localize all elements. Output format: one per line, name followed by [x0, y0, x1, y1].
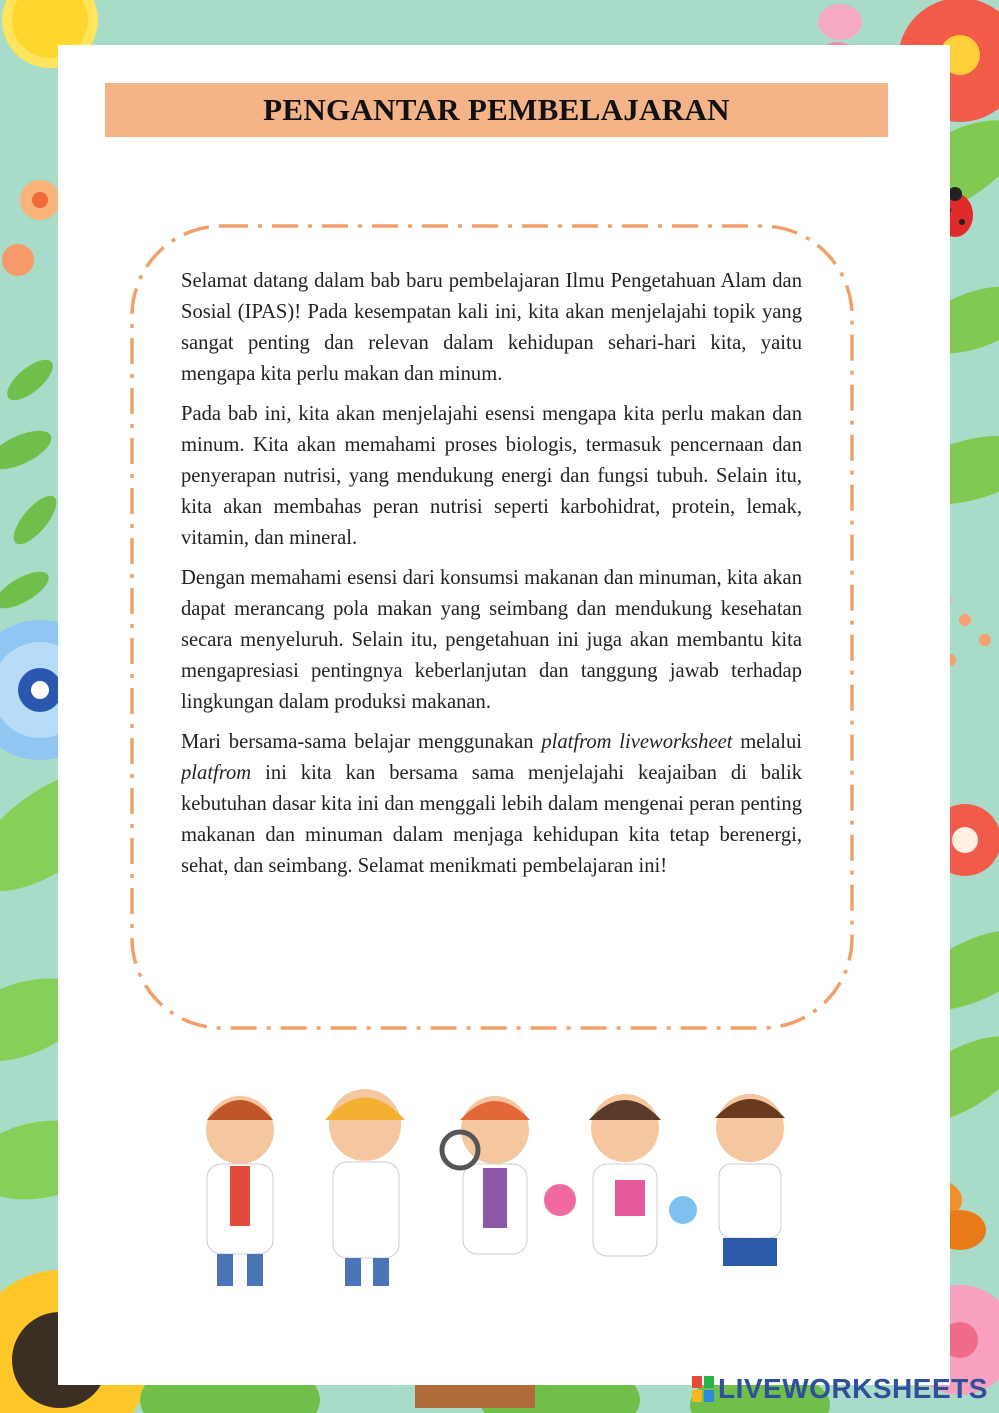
kid-scientist-icon: [544, 1094, 661, 1256]
kid-scientist-icon: [442, 1096, 530, 1254]
liveworksheets-watermark: [692, 1374, 988, 1404]
kid-scientist-icon: [206, 1096, 274, 1286]
intro-paragraph-4-part-1: Mari bersama-sama belajar menggunakan: [181, 731, 542, 753]
intro-paragraph-2: Pada bab ini, kita akan menjelajahi esensi mengapa kita perlu makan dan minum. Kita akan memahami proses biologis, termasuk pencernaan dan penyerapan nutrisi, yang mendukung energi dan fungsi tubuh. Selain itu, kita akan membahas peran nutrisi seperti karbohidrat, protein, lemak, vitamin, dan mineral.: [181, 403, 802, 549]
watermark-text: LIVEWORKSHEETS: [718, 1373, 988, 1404]
title-banner: [105, 83, 888, 137]
kid-scientist-icon: [325, 1089, 405, 1286]
kid-scientist-icon: [669, 1094, 785, 1266]
liveworksheets-logo-icon: [692, 1376, 714, 1402]
intro-paragraph-3: Dengan memahami esensi dari konsumsi makanan dan minuman, kita akan dapat merancang pola makan yang seimbang dan mendukung kesehatan secara menyeluruh. Selain itu, pengetahuan ini juga akan membantu kita mengapresiasi pentingnya keberlanjutan dan tanggung jawab terhadap lingkungan dalam produksi makanan.: [181, 567, 802, 713]
platform-name: platfrom liveworksheet: [541, 731, 733, 753]
intro-paragraph-4-part-3: ini kita kan bersama sama menjelajahi keajaiban di balik kebutuhan dasar kita ini dan menggali lebih dalam mengenai peran penting makanan dan minuman dalam menjaga kehidupan kita tetap berenergi, sehat, dan seimbang. Selamat menikmati pembelajaran ini!: [181, 762, 802, 877]
intro-text: [181, 266, 802, 988]
intro-paragraph-4-part-2: melalui: [732, 731, 802, 753]
leaf-icon: [0, 353, 63, 616]
kid-scientists-illustration: [185, 1080, 825, 1290]
intro-paragraph-4: [181, 727, 802, 882]
intro-paragraph-1: Selamat datang dalam bab baru pembelajaran Ilmu Pengetahuan Alam dan Sosial (IPAS)! Pada kesempatan kali ini, kita akan menjelajahi topik yang sangat penting dan relevan dalam kehidupan sehari-hari kita, yaitu mengapa kita perlu makan dan minum.: [181, 270, 802, 385]
platform-word: platfrom: [181, 762, 252, 784]
page-title: PENGANTAR PEMBELAJARAN: [263, 92, 730, 127]
